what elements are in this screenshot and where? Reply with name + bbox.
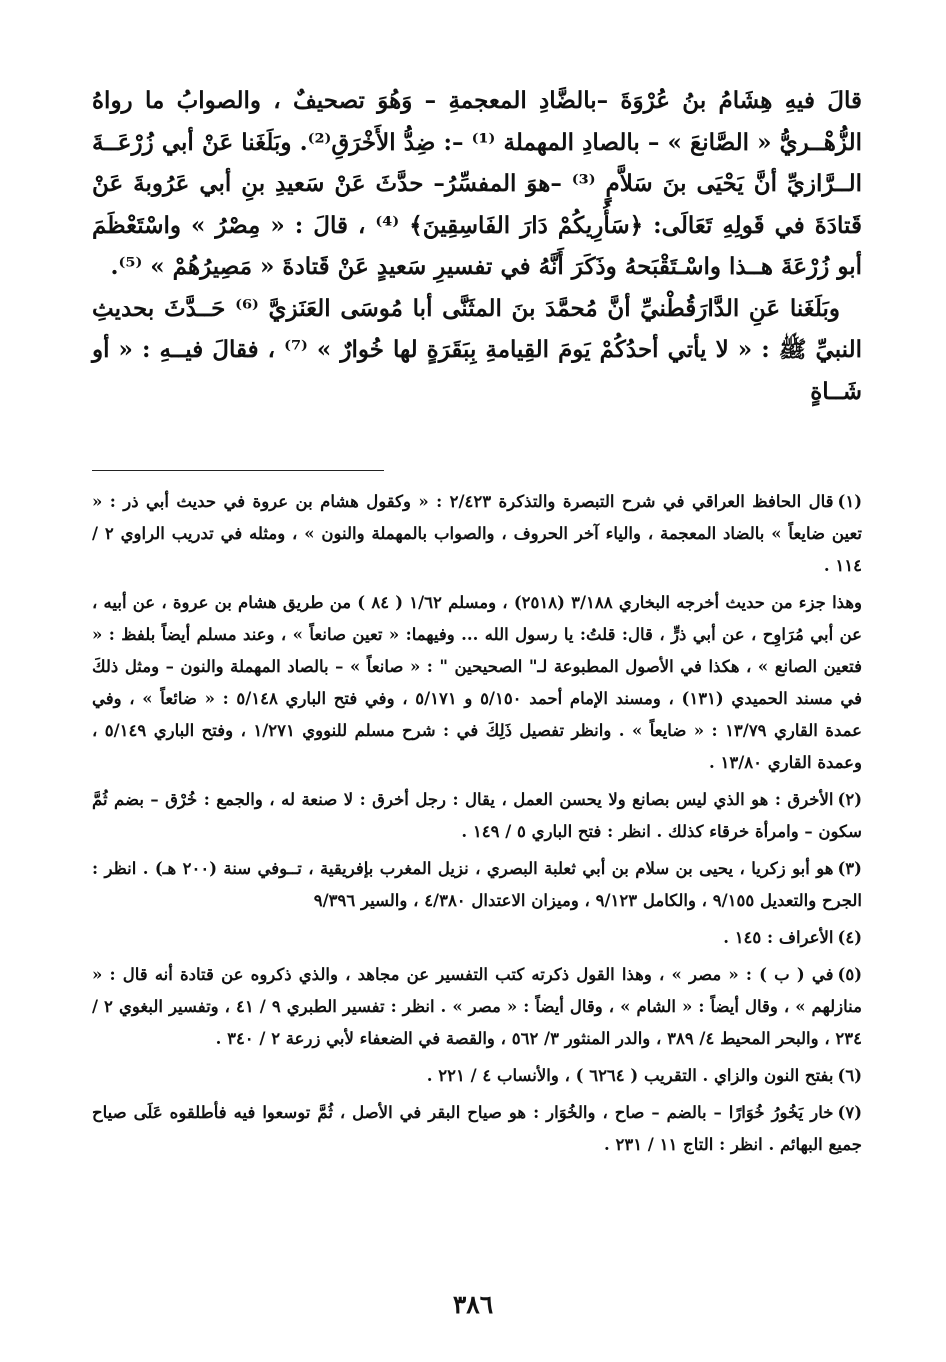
footnote-number: (٧): [837, 1103, 862, 1122]
footnote-text: الأخرق : هو الذي ليس بصانع ولا يحسن العمل ، يقال : رجل أخرق : لا صنعة له ، والجمع : خُرْق – بضم ثُمَّ سكون – وامرأة خرقاء كذلك . انظر : فتح الباري ٥ / ١٤٩ .: [92, 790, 862, 841]
footnote-number: (٢): [837, 790, 862, 809]
footnote-number: (٦): [837, 1066, 862, 1085]
main-paragraph-1: قالَ فيهِ هِشَامُ بنُ عُرْوَةَ –بالضَّادِ المعجمةِ – وَهُوَ تصحيفٌ ، والصوابُ ما رواهُ الزُّهْــريُّ « الصَّانعَ » – بالصادِ المهملة ⁽¹⁾ –: ضِدُّ الأَخْرَقِ⁽²⁾. وبَلَغَنا عَنْ أبي زُرْعَــةَ الــرَّازيِّ أنَّ يَحْيَى بنَ سَلاَّمٍ ⁽³⁾ –هوَ المفسِّرُ– حدَّثَ عَنْ سَعيدِ بنِ أبي عَرُوبةَ عَنْ قَتادَةَ في قَولِهِ تَعَالَى: ﴿سَأُرِيكُمْ دَارَ الفَاسِقِينَ﴾ ⁽⁴⁾ ، قالَ : « مِصْرُ » واسْتَعْظَمَ أبو زُرْعَةَ هــذا واسْـتَقْبَحهُ وذَكَرَ أَنَّهُ في تفسيرِ سَعيدٍ عَنْ قَتادةَ « مَصِيرُهُمْ » ⁽⁵⁾.: [92, 87, 863, 280]
footnote-1-continued: [92, 587, 862, 779]
footnote-number: (٤): [837, 928, 862, 947]
footnote-number: (٥): [837, 965, 862, 984]
footnote-3: [92, 853, 862, 917]
footnote-2: [92, 784, 862, 848]
main-text: [92, 80, 862, 412]
footnote-5: [92, 959, 862, 1055]
footnote-text: بفتح النون والزاي . التقريب ( ٦٢٦٤ ) ، والأنساب ٤ / ٢٢١ .: [426, 1066, 834, 1085]
footnote-6: [92, 1060, 862, 1092]
footnotes: [92, 486, 862, 1166]
footnote-number: (١): [837, 492, 862, 511]
footnote-separator: [92, 470, 384, 471]
footnote-text: قال الحافظ العراقي في شرح التبصرة والتذكرة ٢/٤٢٣ : « وكقول هشام بن عروة في حديث أبي ذر : « تعين ضايعاً » بالضاد المعجمة ، والياء آخر الحروف ، والصواب بالمهملة والنون » ، ومثله في تدريب الراوي ٢ / ١١٤ .: [92, 492, 862, 575]
page-number: ٣٨٦: [452, 1290, 494, 1319]
footnote-7: [92, 1097, 862, 1161]
footnote-text: الأعراف : ١٤٥ .: [723, 928, 834, 947]
main-paragraph-2: وبَلَغَنا عَنِ الدَّارَقُطْنيِّ أنَّ مُحمَّدَ بنَ المثَنَّى أبا مُوسَى العَنَزيَّ ⁽⁶⁾ حَــدَّثَ بحديثِ النبيِّ ﷺ : « لا يأتي أحدُكُمْ يَومَ القِيامةِ بِبَقَرَةٍ لها خُوارٌ » ⁽⁷⁾ ، فقالَ فيــهِ : « أو شَــاةٍ: [92, 294, 862, 405]
footnote-number: (٣): [837, 859, 862, 878]
footnote-text: خار يَخُورُ خُوَارًا – بالضم – صاح ، والخُوَار : هو صياح البقر في الأصل ، ثُمَّ توسعوا فيه فأطلقوه عَلَى صياح جميع البهائم . انظر : التاج ١١ / ٢٣١ .: [92, 1103, 862, 1154]
footnote-1: [92, 486, 862, 582]
footnote-text: هو أبو زكريا ، يحيى بن سلام بن أبي ثعلبة البصري ، نزيل المغرب بإفريقية ، تــوفي سنة (٢٠٠ هـ) . انظر : الجرح والتعديل ٩/١٥٥ ، والكامل ٩/١٢٣ ، وميزان الاعتدال ٤/٣٨٠ ، والسير ٩/٣٩٦: [92, 859, 862, 910]
footnote-text: وهذا جزء من حديث أخرجه البخاري ٣/١٨٨ (٢٥١٨) ، ومسلم ١/٦٢ ( ٨٤ ) من طريق هشام بن عروة ، عن أبيه ، عن أبي مُرَاوِح ، عن أبي ذرٍّ ، قال: قلتُ: يا رسول الله ... وفيهما: « تعين صانعاً » ، وعند مسلم أيضاً بلفظ : « فتعين الصانع » ، هكذا في الأصول المطبوعة لـ" الصحيحين " : « صانعاً » – بالصاد المهملة والنون – ومثل ذلكَ في مسند الحميدي (١٣١) ، ومسند الإمام أحمد ٥/١٥٠ و ٥/١٧١ ، وفي فتح الباري ٥/١٤٨ : « ضائعاً » ، وفي عمدة القاري ١٣/٧٩ : « ضايعاً » . وانظر تفصيل ذَلِكَ في : شرح مسلم للنووي ١/٢٧١ ، وفتح الباري ٥/١٤٩ ، وعمدة القاري ١٣/٨٠ .: [92, 593, 862, 772]
footnote-text: في ( ب ) : « مصر » ، وهذا القول ذكرته كتب التفسير عن مجاهد ، والذي ذكروه عن قتادة أنه قال : « منازلهم » ، وقال أيضاً : « الشام » ، وقال أيضاً : « مصر » . انظر : تفسير الطبري ٩ / ٤١ ، وتفسير البغوي ٢ / ٢٣٤ ، والبحر المحيط ٤/ ٣٨٩ ، والدر المنثور ٣/ ٥٦٢ ، والقصة في الضعفاء لأبي زرعة ٢ / ٣٤٠ .: [92, 965, 862, 1048]
footnote-4: [92, 922, 862, 954]
